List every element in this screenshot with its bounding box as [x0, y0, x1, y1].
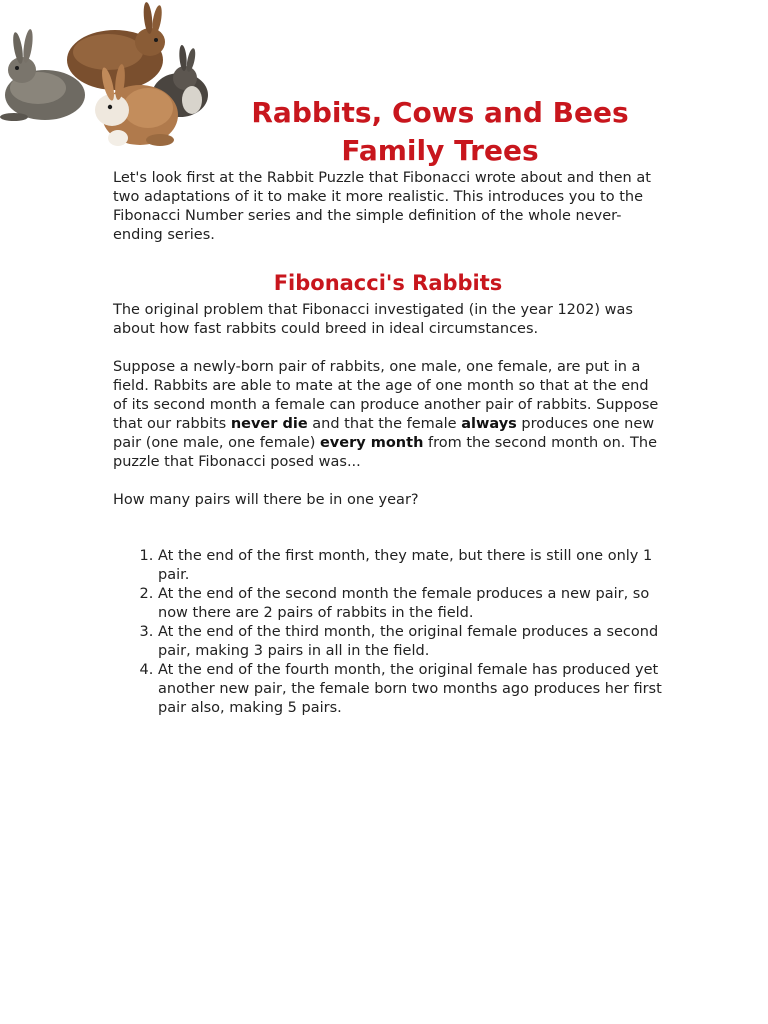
page-title-line-2: Family Trees — [341, 134, 539, 167]
list-item: 3. At the end of the third month, the original female produces a second pair, making 3 pairs in all in the field. — [158, 623, 663, 661]
main-content — [113, 169, 663, 718]
page-title — [225, 94, 655, 170]
grey-rabbit-shape — [0, 29, 85, 121]
setup-text-2: and that the female — [307, 416, 462, 432]
setup-paragraph — [113, 358, 663, 472]
setup-text-3: produces one new pair (one male, one female) — [113, 416, 655, 451]
brown-rabbit-shape — [67, 2, 165, 90]
setup-bold-always: always — [461, 416, 517, 432]
spacer — [113, 472, 663, 491]
rabbits-image — [0, 0, 215, 160]
intro-paragraph: Let's look first at the Rabbit Puzzle that Fibonacci wrote about and then at two adaptations of it to make it more realistic. This introduces you to the Fibonacci Number series and the simple definition of the whole never-ending series. — [113, 170, 651, 243]
spacer — [113, 339, 663, 358]
list-item: 1. At the end of the first month, they mate, but there is still one only 1 pair. — [158, 547, 663, 585]
list-item: 2. At the end of the second month the female produces a new pair, so now there are 2 pairs of rabbits in the field. — [158, 585, 663, 623]
setup-bold-never-die: never die — [230, 416, 308, 432]
spacer — [113, 510, 663, 547]
page-title-line-1: Rabbits, Cows and Bees — [251, 96, 629, 129]
list-item: 4. At the end of the fourth month, the original female has produced yet another new pair, the female born two months ago produces her first pair also, making 5 pairs. — [158, 661, 663, 718]
steps-list — [113, 547, 663, 718]
problem-paragraph: The original problem that Fibonacci investigated (in the year 1202) was about how fast rabbits could breed in ideal circumstances. — [113, 302, 633, 337]
question-paragraph: How many pairs will there be in one year? — [113, 492, 419, 508]
setup-text-4: from the second month on. The puzzle that Fibonacci posed was... — [113, 435, 657, 470]
section-heading: Fibonacci's Rabbits — [273, 271, 503, 295]
setup-text-1: Suppose a newly-born pair of rabbits, one male, one female, are put in a field. Rabbits are able to mate at the age of one month so that at the end of its second month a female can produce another pair of rabbits. Suppose that our rabbits — [113, 359, 659, 432]
setup-bold-every-month: every month — [319, 435, 424, 451]
